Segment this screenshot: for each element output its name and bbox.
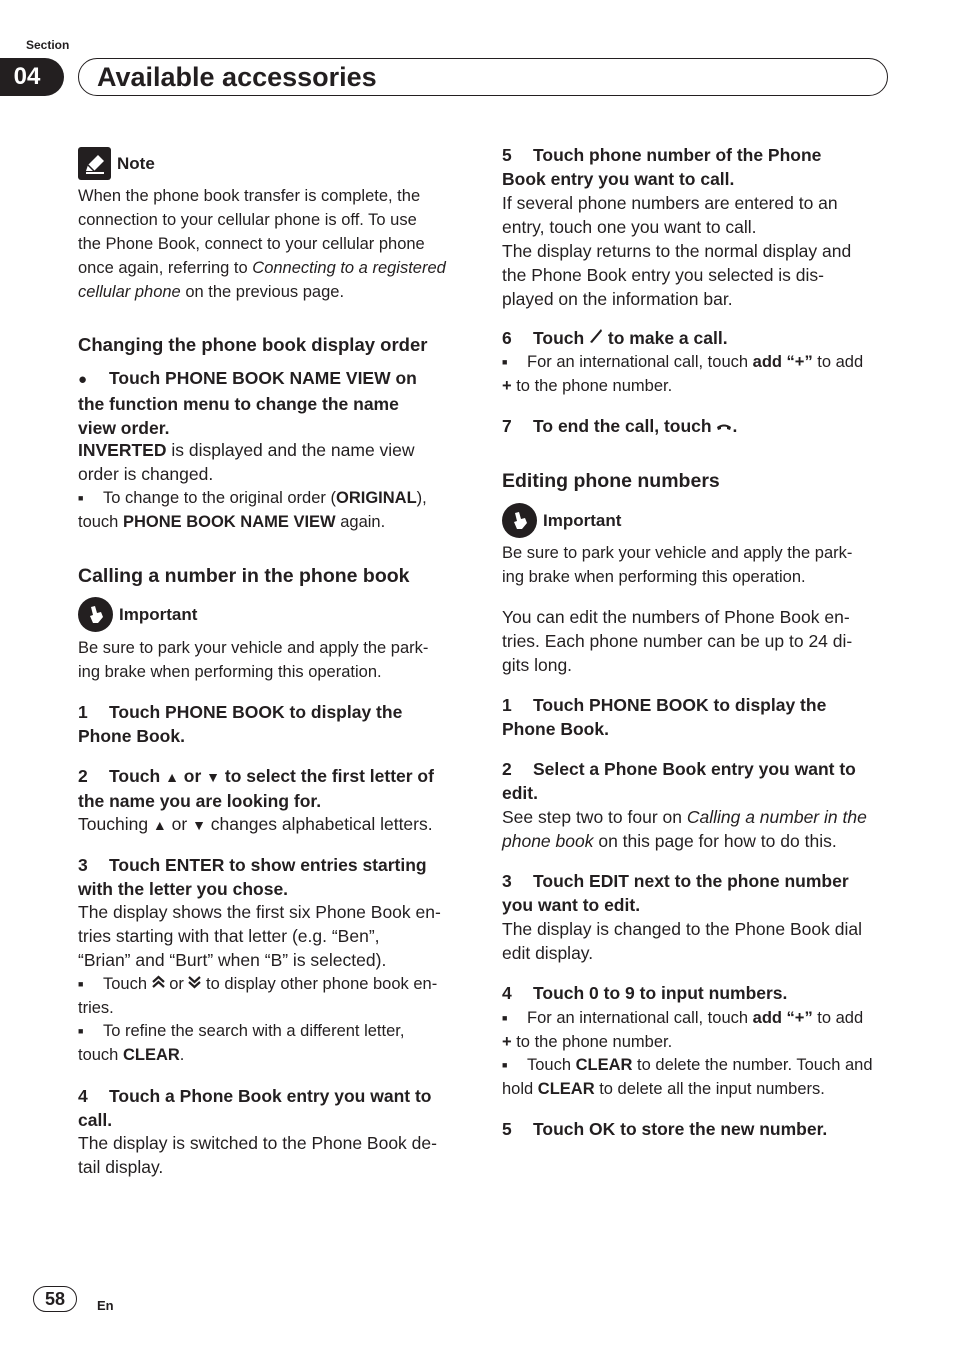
editing-heading: Editing phone numbers: [502, 470, 720, 492]
step-3-body: The display shows the first six Phone Book en- tries starting with that letter (e.g. “Ben”, “Brian” and “Burt” when “B” is selected).: [78, 902, 441, 970]
important-text: Be sure to park your vehicle and apply the park- ing brake when performing this operation.: [78, 639, 429, 681]
important-hand-icon: [502, 503, 537, 538]
important-label: Important: [543, 510, 622, 530]
step-3-bullet-1: ■ Touch or to display other phone book en- tries.: [78, 972, 468, 1020]
step-4-body: The display is switched to the Phone Book de- tail display.: [78, 1133, 437, 1177]
language-code: En: [97, 1298, 114, 1313]
square-bullet-icon: ■: [78, 493, 84, 503]
step-6-bullet: ■ For an international call, touch add “+” to add + to the phone number.: [502, 350, 892, 398]
edit-step-3: 3 Touch EDIT next to the phone number you want to edit.: [502, 871, 849, 915]
edit-step-1: 1 Touch PHONE BOOK to display the Phone Book.: [502, 695, 827, 739]
important-header: [78, 597, 468, 632]
display-order-heading: Changing the phone book display order: [78, 334, 428, 355]
square-bullet-icon: ■: [502, 1013, 508, 1023]
step-1: 1 Touch PHONE BOOK to display the Phone Book.: [78, 702, 403, 746]
important-hand-icon: [78, 597, 113, 632]
square-bullet-icon: ■: [78, 979, 84, 989]
page-number: 58: [33, 1286, 77, 1312]
step-4: 4 Touch a Phone Book entry you want to call.: [78, 1086, 432, 1130]
note-label: Note: [117, 153, 155, 173]
step-2: 2 Touch ▲ or ▼ to select the first letter of the name you are looking for.: [78, 766, 434, 811]
edit-step-4-bullet-2: ■ Touch CLEAR to delete the number. Touch and hold CLEAR to delete all the input numbers.: [502, 1053, 892, 1101]
edit-step-4: 4 Touch 0 to 9 to input numbers.: [502, 983, 788, 1003]
up-arrow-icon: ▲: [165, 769, 179, 785]
edit-intro: You can edit the numbers of Phone Book en- tries. Each phone number can be up to 24 di- gits long.: [502, 607, 853, 675]
hang-up-icon: [716, 414, 732, 438]
down-arrow-icon: ▼: [206, 769, 221, 785]
important-label: Important: [119, 604, 198, 624]
square-bullet-icon: ■: [502, 357, 508, 367]
section-label: Section: [26, 38, 70, 52]
note-text: When the phone book transfer is complete, the connection to your cellular phone is off. To use the Phone Book, connect to your cellular phone once again, referring to Connecting to a registered cellular phone on the previous page.: [78, 187, 446, 301]
step-5: 5 Touch phone number of the Phone Book entry you want to call.: [502, 145, 822, 189]
down-arrow-icon: ▼: [192, 817, 206, 833]
double-up-icon: [152, 972, 165, 996]
double-down-icon: [188, 972, 201, 996]
step-6: 6 Touch to make a call.: [502, 328, 728, 348]
edit-step-3-body: The display is changed to the Phone Book dial edit display.: [502, 919, 862, 963]
phone-call-icon: [589, 326, 603, 350]
note-pencil-icon: [78, 147, 111, 180]
inverted-text: INVERTED is displayed and the name view order is changed.: [78, 440, 415, 484]
note-header: [78, 147, 468, 180]
section-number-tab: 04: [0, 58, 64, 96]
round-bullet-icon: ●: [78, 371, 88, 388]
up-arrow-icon: ▲: [152, 817, 167, 833]
edit-step-4-bullet-1: ■ For an international call, touch add “+” to add + to the phone number.: [502, 1006, 892, 1054]
edit-step-2-body: See step two to four on Calling a number in the phone book on this page for how to do this.: [502, 807, 867, 851]
square-bullet-icon: ■: [502, 1060, 508, 1070]
page-title: Available accessories: [97, 62, 377, 92]
step-5-body: If several phone numbers are entered to an entry, touch one you want to call. The display returns to the normal display and the Phone Book entry you selected is dis- played on the information bar.: [502, 193, 852, 309]
original-bullet: ■ To change to the original order (ORIGINAL), touch PHONE BOOK NAME VIEW again.: [78, 486, 468, 534]
step-3: 3 Touch ENTER to show entries starting with the letter you chose.: [78, 855, 427, 899]
display-order-step: ● Touch PHONE BOOK NAME VIEW on the function menu to change the name view order.: [78, 368, 417, 438]
square-bullet-icon: ■: [78, 1026, 84, 1036]
important-header-2: [502, 503, 892, 538]
step-7: 7 To end the call, touch .: [502, 416, 738, 436]
step-2-body: Touching ▲ or ▼ changes alphabetical letters.: [78, 814, 433, 834]
calling-heading: Calling a number in the phone book: [78, 565, 410, 587]
edit-step-2: 2 Select a Phone Book entry you want to edit.: [502, 759, 856, 803]
step-3-bullet-2: ■ To refine the search with a different letter, touch CLEAR.: [78, 1019, 468, 1067]
edit-step-5: 5 Touch OK to store the new number.: [502, 1119, 828, 1139]
important-text-2: Be sure to park your vehicle and apply the park- ing brake when performing this operation.: [502, 544, 853, 586]
